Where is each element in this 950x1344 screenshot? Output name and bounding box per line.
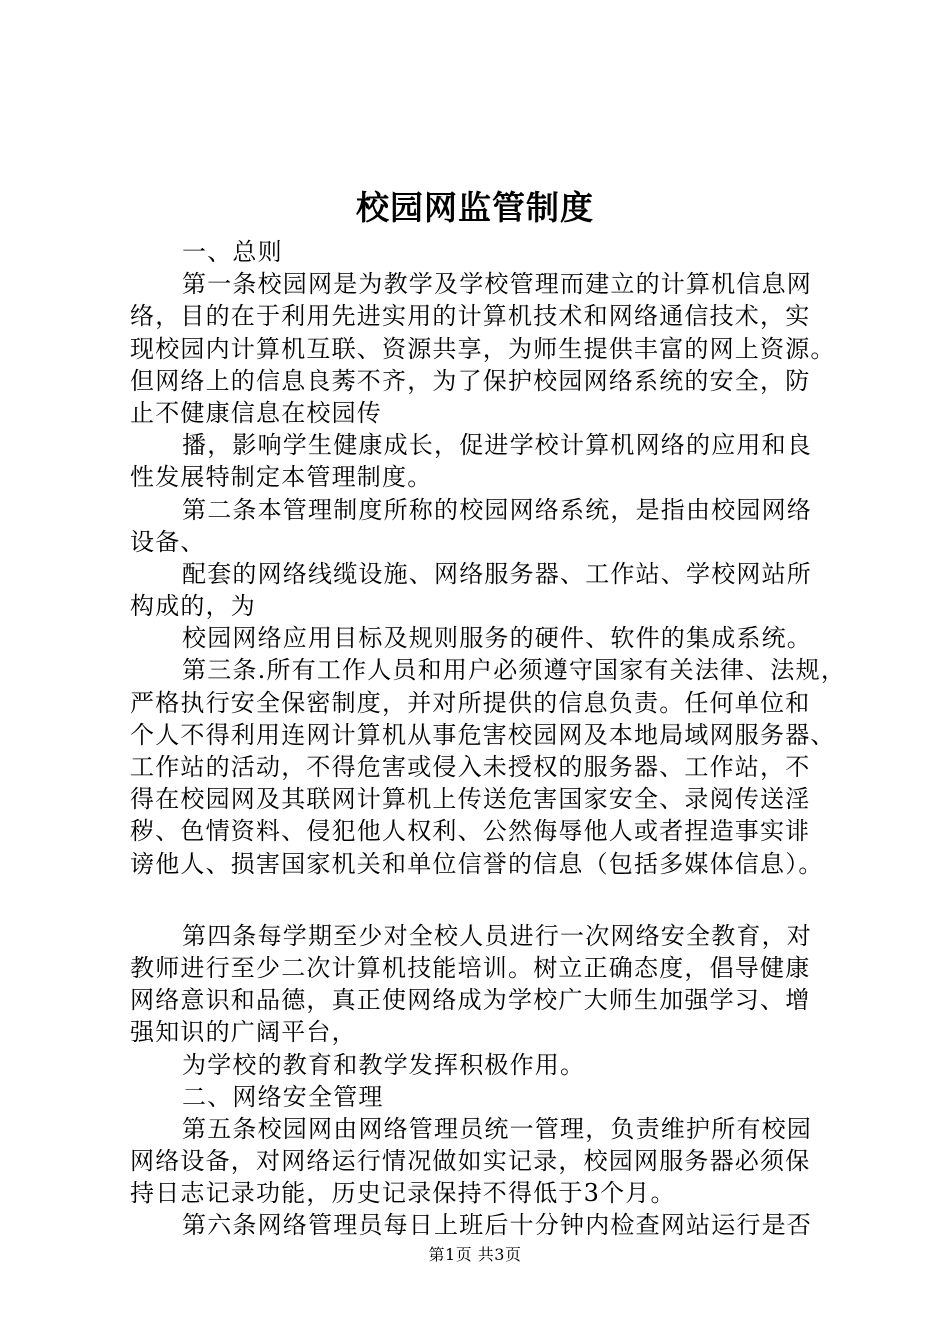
paragraph-line: 止不健康信息在校园传 xyxy=(130,398,382,427)
paragraph-line: 秽、色情资料、侵犯他人权利、公然侮辱他人或者捏造事实诽 xyxy=(130,817,811,846)
paragraph-line: 播，影响学生健康成长，促进学校计算机网络的应用和良 xyxy=(182,431,812,460)
paragraph-line: 持日志记录功能，历史记录保持不得低于3个月。 xyxy=(130,1179,676,1208)
document-title: 校园网监管制度 xyxy=(356,188,594,227)
paragraph-line: 严格执行安全保密制度，并对所提供的信息负责。任何单位和 xyxy=(130,688,811,717)
paragraph-line: 第五条校园网由网络管理员统一管理，负责维护所有校园 xyxy=(182,1114,812,1143)
paragraph-line: 配套的网络线缆设施、网络服务器、工作站、学校网站所 xyxy=(182,559,812,588)
section-heading-network-security: 二、网络安全管理 xyxy=(182,1082,384,1111)
paragraph-line: 个人不得利用连网计算机从事危害校园网及本地局域网服务器、 xyxy=(130,720,836,749)
paragraph-line: 但网络上的信息良莠不齐，为了保护校园网络系统的安全，防 xyxy=(130,366,811,395)
paragraph-line: 现校园内计算机互联、资源共享，为师生提供丰富的网上资源。 xyxy=(130,334,836,363)
paragraph-line: 为学校的教育和教学发挥积极作用。 xyxy=(182,1050,586,1079)
paragraph-line: 第六条网络管理员每日上班后十分钟内检查网站运行是否 xyxy=(182,1211,812,1240)
paragraph-line: 强知识的广阔平台， xyxy=(130,1018,357,1047)
paragraph-line: 得在校园网及其联网计算机上传送危害国家安全、录阅传送淫 xyxy=(130,785,811,814)
paragraph-line: 谤他人、损害国家机关和单位信誉的信息（包括多媒体信息）。 xyxy=(130,849,824,878)
paragraph-line: 第二条本管理制度所称的校园网络系统，是指由校园网络 xyxy=(182,495,812,524)
paragraph-line: 第三条.所有工作人员和用户必须遵守国家有关法律、法规， xyxy=(182,656,847,685)
section-heading-general: 一、总则 xyxy=(182,238,283,266)
paragraph-line: 网络意识和品德，真正使网络成为学校广大师生加强学习、增 xyxy=(130,986,811,1015)
document-body xyxy=(130,236,860,1242)
paragraph-line: 教师进行至少二次计算机技能培训。树立正确态度，倡导健康 xyxy=(130,953,811,982)
paragraph-line: 设备、 xyxy=(130,527,206,556)
paragraph-gap xyxy=(130,880,860,920)
paragraph-line: 构成的，为 xyxy=(130,592,256,621)
paragraph-line: 工作站的活动，不得危害或侵入未授权的服务器、工作站，不 xyxy=(130,753,811,781)
paragraph-line: 络，目的在于利用先进实用的计算机技术和网络通信技术，实 xyxy=(130,302,811,331)
paragraph-line: 网络设备，对网络运行情况做如实记录，校园网服务器必须保 xyxy=(130,1147,811,1176)
paragraph-line: 第四条每学期至少对全校人员进行一次网络安全教育，对 xyxy=(182,921,812,950)
paragraph-line: 校园网络应用目标及规则服务的硬件、软件的集成系统。 xyxy=(182,624,812,653)
paragraph-line: 第一条校园网是为教学及学校管理而建立的计算机信息网 xyxy=(182,270,812,299)
paragraph-line: 性发展特制定本管理制度。 xyxy=(130,463,433,492)
page-footer: 第1页 共3页 xyxy=(428,1245,522,1264)
